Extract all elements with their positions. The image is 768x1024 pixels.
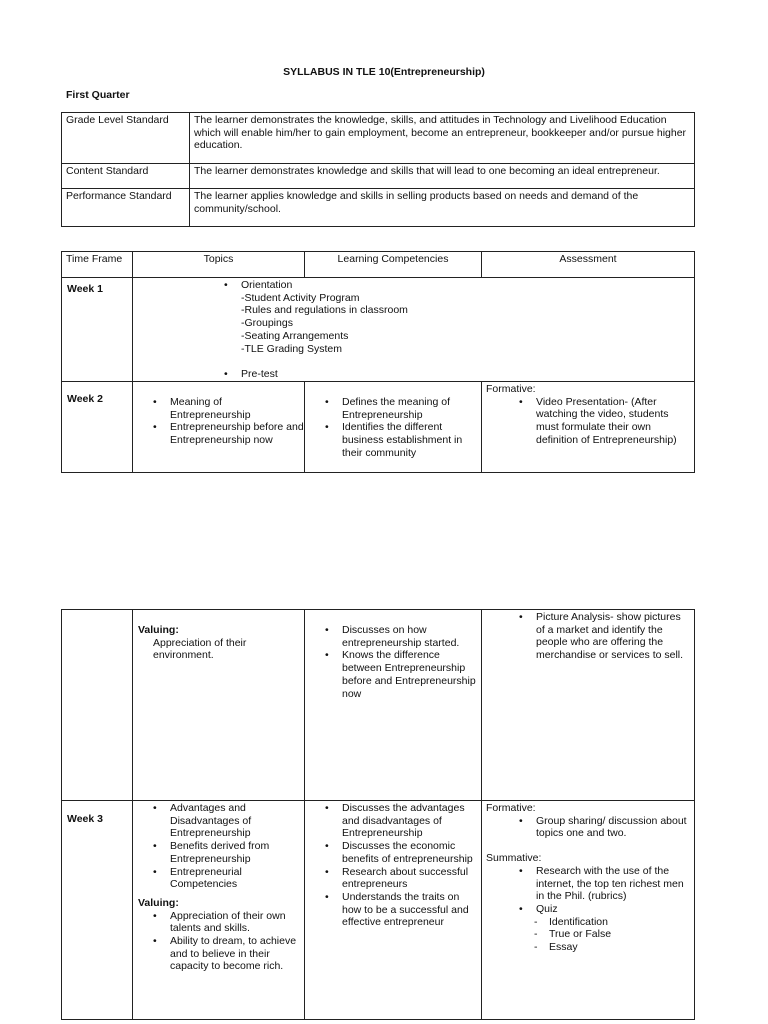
syllabus-table [61,251,695,473]
standard-label: Performance Standard [62,189,190,227]
quiz-item: - True or False [549,928,690,941]
orientation-subitem: -Student Activity Program [241,291,360,304]
standard-text: The learner demonstrates the knowledge, skills, and attitudes in Technology and Livelihood Education which will enable him/her to gain employment, become an entrepreneur, bookkeeper and/or pursue higher education. [190,113,695,164]
header-assessment: Assessment [482,252,695,278]
list-item: • Discusses on how entrepreneurship started. [342,624,481,649]
week-label: Week 1 [62,278,133,382]
list-item: • Research about successful entrepreneurs [342,866,481,891]
valuing-text: Appreciation of their environment. [153,636,247,662]
header-time-frame: Time Frame [62,252,133,278]
quiz-item: - Essay [549,941,690,954]
list-item: • Appreciation of their own talents and skills. [170,910,304,935]
list-item: • Understands the traits on how to be a successful and effective entrepreneur [342,891,481,929]
week2-competencies [305,381,482,472]
list-item [241,279,694,355]
list-item: • Identifies the different business establishment in their community [342,421,481,459]
header-competencies: Learning Competencies [305,252,482,278]
standard-text: The learner applies knowledge and skills in selling products based on needs and demand of the community/school. [190,189,695,227]
standard-row [62,164,695,189]
standard-label: Content Standard [62,164,190,189]
list-item: • Pre-test [241,368,694,381]
list-item: • Video Presentation- (After watching the video, students must formulate their own definition of Entrepreneurship) [536,396,690,447]
week2-topics [133,381,305,472]
standard-row [62,113,695,164]
list-item: • Advantages and Disadvantages of Entrepreneurship [170,802,304,840]
week3-row [62,801,695,1020]
syllabus-table-continued [61,609,695,1020]
header-topics: Topics [133,252,305,278]
list-item: • Discusses the economic benefits of entrepreneurship [342,840,481,865]
week-label: Week 3 [62,801,133,1020]
orientation-label: Orientation [241,279,293,291]
document-title: SYLLABUS IN TLE 10(Entrepreneurship) [283,66,485,78]
list-item: • Research with the use of the internet, the top ten richest men in the Phil. (rubrics) [536,865,690,903]
valuing-label: Valuing: [138,896,179,909]
list-item: • Defines the meaning of Entrepreneurship [342,396,481,421]
valuing-label: Valuing: [138,624,179,636]
list-item: • Entrepreneurial Competencies [170,866,304,891]
list-item [536,903,690,954]
orientation-subitem: -Seating Arrangements [241,329,349,342]
list-item: • Meaning of Entrepreneurship [170,396,304,421]
empty-cell [62,610,133,801]
orientation-subitem: -Rules and regulations in classroom [241,304,408,317]
quiz-item: - Identification [549,916,690,929]
table-header-row [62,252,695,278]
list-item: • Group sharing/ discussion about topics one and two. [536,815,690,840]
standard-row [62,189,695,227]
week2-row [62,381,695,472]
quarter-heading: First Quarter [66,89,130,101]
week3-competencies [305,801,482,1020]
week2-cont-assessment [482,610,695,801]
formative-label: Formative: [486,382,536,395]
week1-topics [133,278,695,382]
list-item: • Ability to dream, to achieve and to believe in their capacity to become rich. [170,935,304,973]
summative-label: Summative: [486,852,542,865]
quiz-label: Quiz [536,902,558,915]
week3-assessment [482,801,695,1020]
valuing-cell [133,610,305,801]
standards-table [61,112,695,227]
week2-continued-row [62,610,695,801]
formative-label: Formative: [486,802,536,814]
week3-topics [133,801,305,1020]
list-item: • Discusses the advantages and disadvantages of Entrepreneurship [342,802,481,840]
orientation-subitem: -Groupings [241,317,293,330]
week2-assessment [482,381,695,472]
week2-cont-competencies [305,610,482,801]
list-item: • Benefits derived from Entrepreneurship [170,840,304,865]
list-item: • Picture Analysis- show pictures of a market and identify the people who are offering the merchandise or services to sell. [536,611,690,662]
list-item: • Knows the difference between Entrepreneurship before and Entrepreneurship now [342,649,481,700]
week-label: Week 2 [62,381,133,472]
list-item: • Entrepreneurship before and Entrepreneurship now [170,421,304,446]
week1-row [62,278,695,382]
standard-text: The learner demonstrates knowledge and skills that will lead to one becoming an ideal entrepreneur. [190,164,695,189]
standard-label: Grade Level Standard [62,113,190,164]
orientation-subitem: -TLE Grading System [241,342,342,355]
